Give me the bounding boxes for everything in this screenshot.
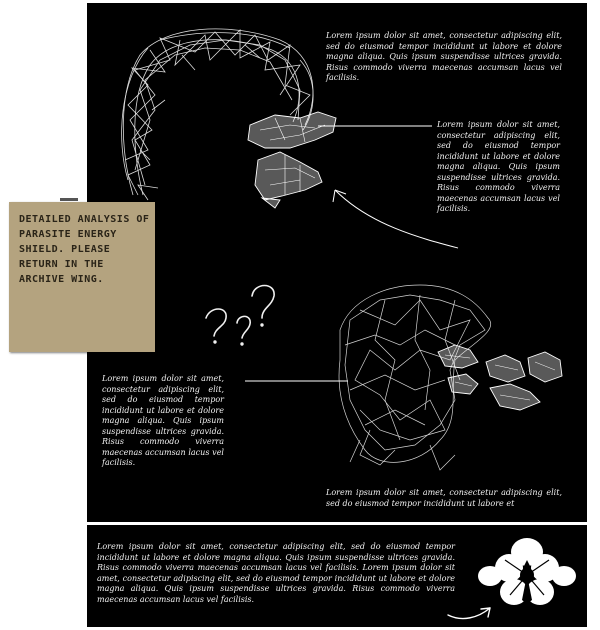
sticky-note-text: DETAILED ANALYSIS OF PARASITE ENERGY SHIELD. PLEASE RETURN IN THE ARCHIVE WING. — [19, 214, 150, 285]
footer-arrow-icon — [448, 608, 490, 619]
footer-paragraph: Lorem ipsum dolor sit amet, consectetur adipiscing elit, sed do eiusmod tempor incididunt ut labore et dolore magna aliqua. Quis ipsum suspendisse ultrices gravida. Risus commodo viverra maecenas accumsan lacus vel facilisis. Lorem ipsum dolor sit amet, consectetur adipiscing elit, sed do eiusmod tempor incididunt ut labore et dolore magna aliqua. Quis ipsum suspendisse ultrices gravida. Risus commodo viverra maecenas accumsan lacus vel facilisis. — [97, 542, 455, 604]
lore-paragraph-left: Lorem ipsum dolor sit amet, consectetur adipiscing elit, sed do eiusmod tempor incididunt ut labore et dolore magna aliqua. Quis ipsum suspendisse ultrices gravida. Risus commodo viverra maecenas accumsan lacus vel facilisis. — [102, 374, 224, 467]
question-marks — [206, 286, 274, 345]
sticky-note — [9, 202, 155, 352]
crystal-shards-bottom — [438, 345, 562, 410]
lore-paragraph-bottom: Lorem ipsum dolor sit amet, consectetur adipiscing elit, sed do eiusmod tempor incididunt ut labore et — [326, 488, 562, 508]
lore-paragraph-top: Lorem ipsum dolor sit amet, consectetur adipiscing elit, sed do eiusmod tempor incididunt ut labore et dolore magna aliqua. Quis ipsum suspendisse ultrices gravida. Risus commodo viverra maecenas accumsan lacus vel facilisis. — [326, 31, 562, 82]
tape-strip — [60, 198, 78, 201]
flower-emblem-icon — [478, 538, 576, 605]
lore-paragraph-right: Lorem ipsum dolor sit amet, consectetur adipiscing elit, sed do eiusmod tempor incididunt ut labore et dolore magna aliqua. Quis ipsum suspendisse ultrices gravida. Risus commodo viverra maecenas accumsan lacus vel facilisis. — [437, 120, 560, 213]
